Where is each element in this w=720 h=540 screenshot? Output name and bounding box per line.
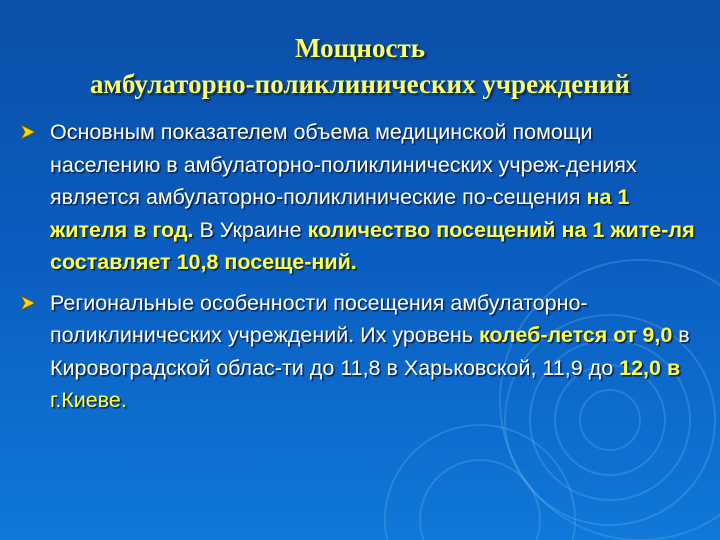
arrow-bullet-icon — [20, 124, 36, 140]
title-line-2: амбулаторно-поликлинических учреждений — [90, 69, 630, 99]
bullet-1-highlight-1: на 1 жителя в год. — [50, 185, 630, 242]
bullet-item-2 — [18, 287, 706, 417]
slide-title — [20, 30, 700, 102]
bullet-2-text-2: в Кировоградской облас-ти до 11,8 в Харьковской, 11,9 до — [50, 323, 690, 380]
bullet-1-highlight-2: количество посещений на 1 жите-ля составляет 10,8 посеще-ний. — [50, 217, 695, 274]
bullet-list — [18, 116, 706, 425]
bullet-1-text-2: В Украине — [193, 217, 308, 242]
bullet-2-city: г.Киеве. — [50, 388, 127, 412]
bullet-item-1 — [18, 116, 706, 279]
bullet-2-text-1: Региональные особенности посещения амбулаторно-поликлинических учреждений. Их уровень — [50, 290, 588, 347]
bullet-2-highlight-2: 12,0 в — [619, 355, 681, 380]
bullet-2-highlight-1: колеб-лется от 9,0 — [478, 323, 673, 347]
arrow-bullet-icon — [20, 295, 36, 311]
title-line-1: Мощность — [294, 33, 425, 63]
bullet-1-text-1: Основным показателем объема медицинской помощи населению в амбулаторно-поликлинических учреж-дениях является амбулаторно-поликлинические по-сещения — [50, 120, 637, 209]
